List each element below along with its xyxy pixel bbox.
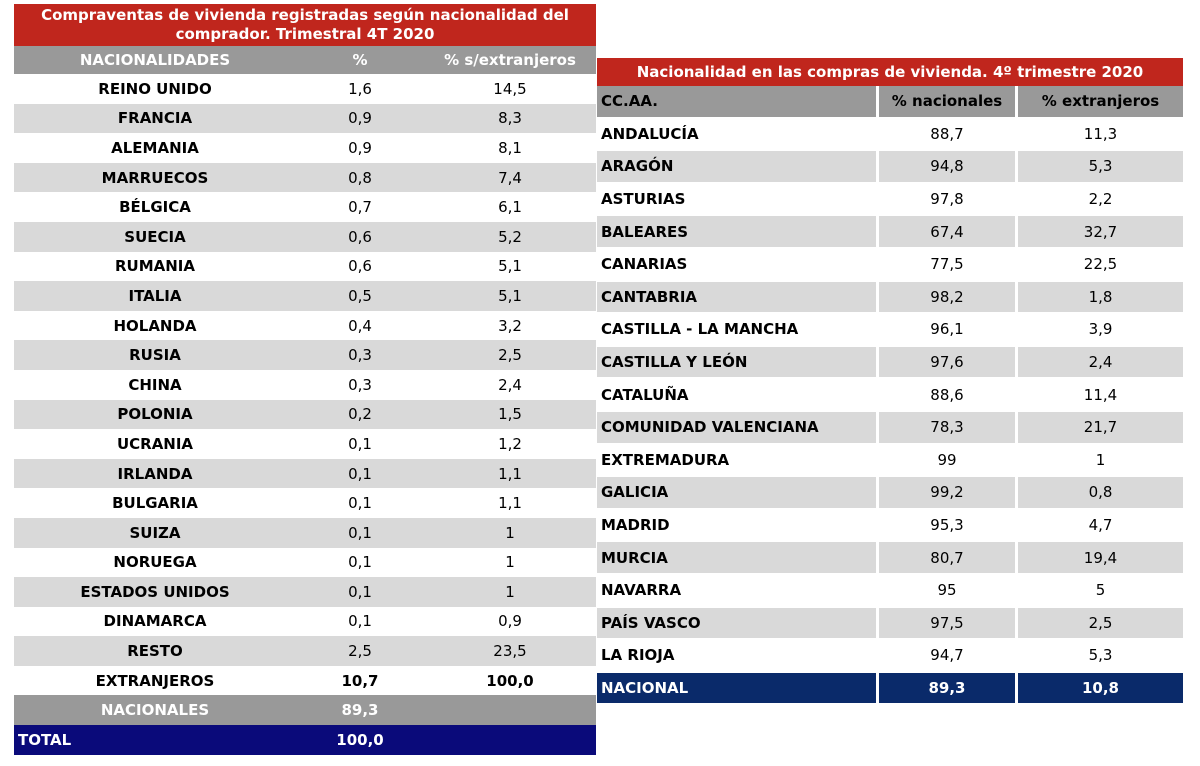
percent-nacionales-value: 96,1 — [879, 314, 1018, 347]
nacionales-row — [14, 695, 596, 725]
percent-nacionales-value: 95,3 — [879, 510, 1018, 543]
percent-nacionales-value: 77,5 — [879, 249, 1018, 282]
table-row — [597, 249, 1183, 282]
ccaa-name: ARAGÓN — [597, 151, 879, 184]
percent-extranjeros-value: 1 — [505, 523, 515, 542]
table-row — [597, 640, 1183, 673]
percent-extranjeros-value: 21,7 — [1018, 412, 1183, 445]
table-row — [14, 192, 596, 222]
table-row — [14, 252, 596, 282]
total-value: 100,0 — [336, 731, 384, 750]
table-row — [597, 412, 1183, 445]
percent-extranjeros-value: 2,5 — [498, 346, 522, 365]
ccaa-name: NAVARRA — [597, 575, 879, 608]
percent-value: 0,1 — [348, 494, 372, 513]
percent-extranjeros-value: 19,4 — [1018, 542, 1183, 575]
percent-extranjeros-value: 14,5 — [493, 79, 527, 98]
nacional-label: NACIONAL — [597, 673, 879, 706]
table-row — [14, 459, 596, 489]
table-row — [14, 222, 596, 252]
nationality-name: SUECIA — [124, 227, 186, 246]
nationality-name: ITALIA — [128, 286, 182, 305]
percent-value: 0,6 — [348, 257, 372, 276]
nationality-name: RESTO — [127, 642, 183, 661]
percent-value: 0,1 — [348, 464, 372, 483]
table-row — [14, 281, 596, 311]
table-row — [597, 379, 1183, 412]
total-label: TOTAL — [18, 731, 72, 750]
percent-nacionales-value: 99 — [879, 445, 1018, 478]
table-row — [14, 163, 596, 193]
percent-value: 0,1 — [348, 582, 372, 601]
table-row — [14, 636, 596, 666]
ccaa-name: BALEARES — [597, 216, 879, 249]
nationality-name: CHINA — [128, 375, 182, 394]
percent-nacionales-value: 95 — [879, 575, 1018, 608]
right-table-header — [597, 86, 1183, 119]
table-row — [597, 542, 1183, 575]
percent-extranjeros-value: 2,2 — [1018, 184, 1183, 217]
table-row — [14, 518, 596, 548]
nationality-name: MARRUECOS — [101, 168, 209, 187]
percent-extranjeros-value: 2,5 — [1018, 608, 1183, 641]
percent-nacionales-value: 88,7 — [879, 119, 1018, 152]
ccaa-name: CASTILLA Y LEÓN — [597, 347, 879, 380]
ccaa-name: MADRID — [597, 510, 879, 543]
table-row — [14, 488, 596, 518]
percent-extranjeros-value: 1 — [505, 553, 515, 572]
percent-extranjeros-value: 11,4 — [1018, 379, 1183, 412]
percent-value: 1,6 — [348, 79, 372, 98]
percent-value: 0,9 — [348, 138, 372, 157]
table-row — [597, 608, 1183, 641]
header-percent-nacionales: % nacionales — [879, 86, 1018, 119]
percent-extranjeros-value: 2,4 — [1018, 347, 1183, 380]
percent-nacionales-value: 97,6 — [879, 347, 1018, 380]
nacionales-label: NACIONALES — [100, 701, 210, 720]
percent-extranjeros-value: 23,5 — [493, 642, 527, 661]
nationality-name: ALEMANIA — [111, 138, 199, 157]
percent-value: 10,7 — [341, 671, 379, 690]
nationality-buyers-table — [14, 4, 596, 755]
total-row — [14, 725, 596, 755]
percent-value: 0,1 — [348, 553, 372, 572]
percent-value: 0,1 — [348, 523, 372, 542]
percent-extranjeros-value: 8,1 — [498, 138, 522, 157]
percent-value: 2,5 — [348, 642, 372, 661]
percent-value: 0,3 — [348, 375, 372, 394]
percent-nacionales-value: 78,3 — [879, 412, 1018, 445]
percent-nacionales-value: 98,2 — [879, 282, 1018, 315]
header-nacionalidades: NACIONALIDADES — [79, 51, 231, 69]
percent-extranjeros-value: 0,9 — [498, 612, 522, 631]
table-row — [597, 216, 1183, 249]
nationality-name: BULGARIA — [112, 494, 198, 513]
nationality-name: NORUEGA — [113, 553, 197, 572]
percent-extranjeros-value: 8,3 — [498, 109, 522, 128]
ccaa-name: COMUNIDAD VALENCIANA — [597, 412, 879, 445]
percent-extranjeros-value: 5,3 — [1018, 151, 1183, 184]
nationality-name: SUIZA — [129, 523, 181, 542]
nationality-name: BÉLGICA — [119, 198, 191, 217]
percent-value: 0,8 — [348, 168, 372, 187]
table-row — [14, 607, 596, 637]
nationality-name: RUSIA — [129, 346, 181, 365]
percent-nacionales-value: 94,8 — [879, 151, 1018, 184]
nacional-percent-extranjeros: 10,8 — [1018, 673, 1183, 706]
percent-extranjeros-value: 5 — [1018, 575, 1183, 608]
ccaa-buyers-table — [597, 58, 1183, 705]
table-row — [597, 314, 1183, 347]
percent-extranjeros-value: 2,4 — [498, 375, 522, 394]
percent-value: 0,4 — [348, 316, 372, 335]
table-row — [14, 666, 596, 696]
table-row — [597, 184, 1183, 217]
percent-extranjeros-value: 5,2 — [498, 227, 522, 246]
table-row — [14, 133, 596, 163]
table-row — [14, 74, 596, 104]
table-row — [597, 119, 1183, 152]
header-percent: % — [352, 51, 368, 69]
percent-nacionales-value: 80,7 — [879, 542, 1018, 575]
percent-extranjeros-value: 6,1 — [498, 198, 522, 217]
nationality-name: HOLANDA — [113, 316, 197, 335]
ccaa-name: CATALUÑA — [597, 379, 879, 412]
ccaa-name: GALICIA — [597, 477, 879, 510]
percent-extranjeros-value: 1,1 — [498, 494, 522, 513]
ccaa-name: MURCIA — [597, 542, 879, 575]
nationality-name: UCRANIA — [116, 434, 194, 453]
ccaa-name: PAÍS VASCO — [597, 608, 879, 641]
nationality-name: DINAMARCA — [103, 612, 207, 631]
percent-value: 0,5 — [348, 286, 372, 305]
percent-extranjeros-value: 1 — [1018, 445, 1183, 478]
percent-extranjeros-value: 1 — [505, 582, 515, 601]
percent-value: 0,3 — [348, 346, 372, 365]
table-row — [14, 340, 596, 370]
header-percent-extranjeros: % extranjeros — [1018, 86, 1183, 119]
nationality-name: POLONIA — [117, 405, 193, 424]
table-row — [14, 400, 596, 430]
percent-extranjeros-value: 3,2 — [498, 316, 522, 335]
header-percent-extranjeros: % s/extranjeros — [444, 51, 576, 69]
percent-extranjeros-value: 22,5 — [1018, 249, 1183, 282]
nationality-name: IRLANDA — [117, 464, 193, 483]
percent-extranjeros-value: 1,1 — [498, 464, 522, 483]
table-row — [14, 577, 596, 607]
nationality-name: REINO UNIDO — [98, 79, 212, 98]
header-ccaa: CC.AA. — [597, 86, 879, 119]
percent-nacionales-value: 97,5 — [879, 608, 1018, 641]
table-row — [597, 151, 1183, 184]
table-row — [14, 370, 596, 400]
ccaa-name: CANTABRIA — [597, 282, 879, 315]
right-table-body — [597, 119, 1183, 673]
ccaa-name: EXTREMADURA — [597, 445, 879, 478]
nationality-name: RUMANIA — [114, 257, 195, 276]
table-row — [597, 445, 1183, 478]
table-row — [597, 575, 1183, 608]
percent-nacionales-value: 97,8 — [879, 184, 1018, 217]
ccaa-name: LA RIOJA — [597, 640, 879, 673]
percent-nacionales-value: 67,4 — [879, 216, 1018, 249]
percent-value: 0,6 — [348, 227, 372, 246]
percent-extranjeros-value: 100,0 — [486, 671, 534, 690]
table-row — [14, 548, 596, 578]
percent-extranjeros-value: 11,3 — [1018, 119, 1183, 152]
nacional-percent-nacionales: 89,3 — [879, 673, 1018, 706]
percent-value: 0,1 — [348, 434, 372, 453]
table-row — [597, 347, 1183, 380]
table-row — [14, 311, 596, 341]
percent-extranjeros-value: 32,7 — [1018, 216, 1183, 249]
percent-extranjeros-value: 5,1 — [498, 257, 522, 276]
left-table-header — [14, 46, 596, 74]
percent-value: 0,7 — [348, 198, 372, 217]
percent-extranjeros-value: 1,5 — [498, 405, 522, 424]
right-table-title: Nacionalidad en las compras de vivienda. 4º trimestre 2020 — [597, 58, 1183, 86]
left-table-title: Compraventas de vivienda registradas según nacionalidad del comprador. Trimestral 4T 2020 — [14, 4, 596, 46]
nationality-name: FRANCIA — [117, 109, 193, 128]
table-row — [597, 477, 1183, 510]
percent-value: 0,1 — [348, 612, 372, 631]
percent-extranjeros-value: 3,9 — [1018, 314, 1183, 347]
ccaa-name: ANDALUCÍA — [597, 119, 879, 152]
table-row — [14, 429, 596, 459]
percent-extranjeros-value: 1,8 — [1018, 282, 1183, 315]
nacionales-value: 89,3 — [341, 701, 379, 720]
percent-extranjeros-value: 5,1 — [498, 286, 522, 305]
left-table-body — [14, 74, 596, 695]
percent-value: 0,2 — [348, 405, 372, 424]
percent-extranjeros-value: 0,8 — [1018, 477, 1183, 510]
table-row — [597, 510, 1183, 543]
percent-nacionales-value: 94,7 — [879, 640, 1018, 673]
percent-extranjeros-value: 5,3 — [1018, 640, 1183, 673]
ccaa-name: CANARIAS — [597, 249, 879, 282]
table-row — [14, 104, 596, 134]
percent-nacionales-value: 99,2 — [879, 477, 1018, 510]
nacional-row — [597, 673, 1183, 706]
percent-extranjeros-value: 4,7 — [1018, 510, 1183, 543]
nationality-name: ESTADOS UNIDOS — [80, 582, 230, 601]
percent-value: 0,9 — [348, 109, 372, 128]
percent-nacionales-value: 88,6 — [879, 379, 1018, 412]
percent-extranjeros-value: 1,2 — [498, 434, 522, 453]
nationality-name: EXTRANJEROS — [95, 671, 215, 690]
table-row — [597, 282, 1183, 315]
ccaa-name: ASTURIAS — [597, 184, 879, 217]
ccaa-name: CASTILLA - LA MANCHA — [597, 314, 879, 347]
percent-extranjeros-value: 7,4 — [498, 168, 522, 187]
